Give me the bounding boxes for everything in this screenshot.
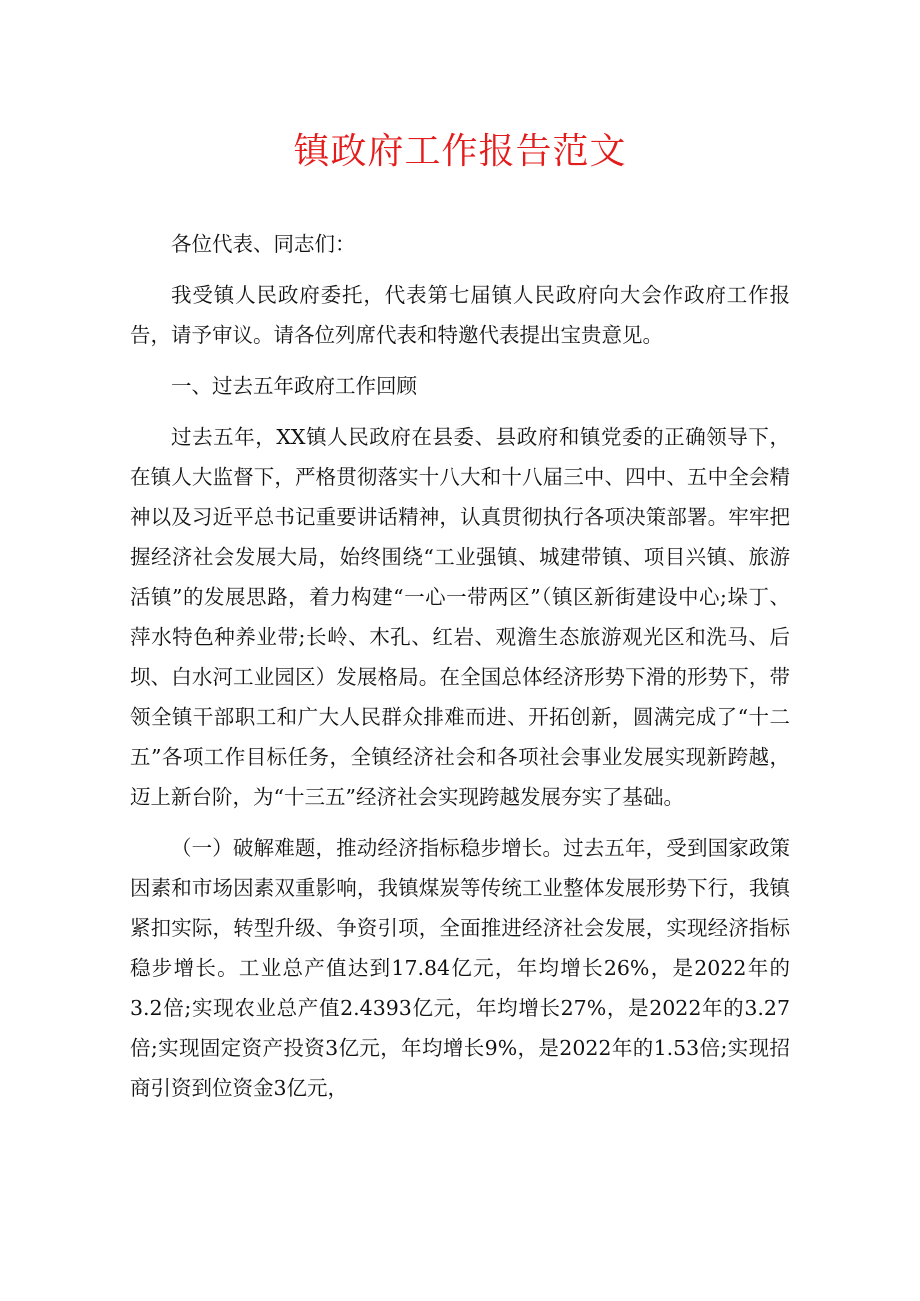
greeting-paragraph: 各位代表、同志们： bbox=[171, 232, 356, 256]
document-body bbox=[130, 224, 790, 1119]
document-title: 镇政府工作报告范文 bbox=[293, 131, 627, 172]
section-heading: 一、过去五年政府工作回顾 bbox=[171, 374, 417, 398]
economy-paragraph: （一）破解难题，推动经济指标稳步增长。过去五年，受到国家政策因素和市场因素双重影响，我镇煤炭等传统工业整体发展形势下行，我镇紧扣实际，转型升级、争资引项，全面推进经济社会发展，实现经济指标稳步增长。工业总产值达到17.84亿元，年均增长26%，是2022年的3.2倍;实现农业总产值2.4393亿元，年均增长27%，是2022年的3.27倍;实现固定资产投资3亿元，年均增长9%，是2022年的1.53倍;实现招商引资到位资金3亿元， bbox=[130, 836, 790, 1100]
intro-paragraph: 我受镇人民政府委托，代表第七届镇人民政府向大会作政府工作报告，请予审议。请各位列席代表和特邀代表提出宝贵意见。 bbox=[130, 283, 790, 347]
review-paragraph: 过去五年，XX镇人民政府在县委、县政府和镇党委的正确领导下，在镇人大监督下，严格贯彻落实十八大和十八届三中、四中、五中全会精神以及习近平总书记重要讲话精神，认真贯彻执行各项决策部署。牢牢把握经济社会发展大局，始终围绕“工业强镇、城建带镇、项目兴镇、旅游活镇”的发展思路，着力构建“一心一带两区”（镇区新街建设中心;垛丁、萍水特色种养业带;长岭、木孔、红岩、观澹生态旅游观光区和洗马、后坝、白水河工业园区）发展格局。在全国总体经济形势下滑的形势下，带领全镇干部职工和广大人民群众排难而进、开拓创新，圆满完成了“十二五”各项工作目标任务，全镇经济社会和各项社会事业发展实现新跨越，迈上新台阶，为“十三五”经济社会实现跨越发展夯实了基础。 bbox=[130, 425, 790, 809]
